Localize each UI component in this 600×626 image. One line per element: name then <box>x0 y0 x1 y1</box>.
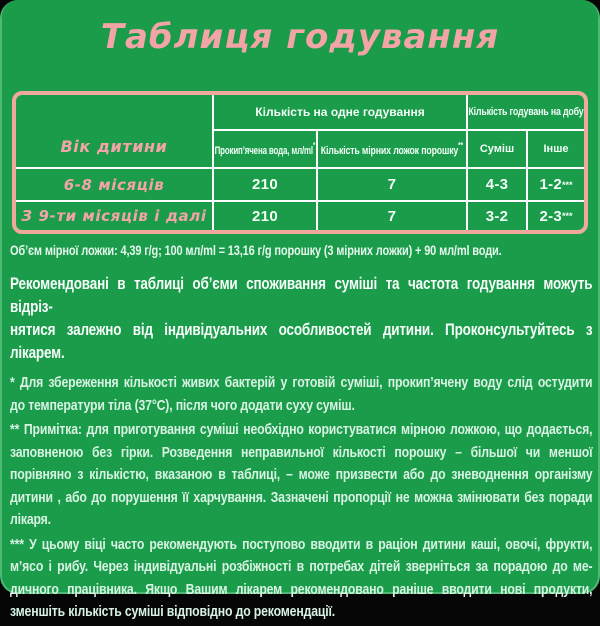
table-row1-age <box>16 169 212 200</box>
feeding-table-grid <box>16 95 584 230</box>
table-header-other <box>528 131 584 167</box>
scoop-volume-line: Об’єм мірної ложки: 4,39 г/g; 100 мл/ml = 13,16 г/g порошку (3 мірних ложки) + 90 мл/ml води. <box>10 243 502 258</box>
table-row1-other <box>528 169 584 200</box>
text-line: Рекомендовані в таблиці об’єми споживання суміші та частота годування можуть відріз- <box>10 275 593 316</box>
row2-other-value: 2-3 <box>539 207 563 225</box>
row2-age-label: З 9-ти місяців і далі <box>21 207 207 225</box>
text-line: м’ясо і рибу. Через індивідуальні розбіжності в потребах дітей зверніться за порадою до ме- <box>10 558 593 575</box>
recommendation-paragraph <box>10 273 592 365</box>
row2-water-value: 210 <box>252 207 278 225</box>
table-row2-other <box>528 202 584 230</box>
table-group-header-per-feeding <box>214 95 466 129</box>
label-panel <box>2 0 598 620</box>
group-header-per-feeding-label: Кількість на одне годування <box>255 105 425 119</box>
text-line: * Для збереження кількості живих бактерій у готовій суміші, прокип’ячену воду слід остудити <box>10 374 593 391</box>
text-line: порівняно з кількістю, вказаною в таблиці, – може призвести або до зневоднення організму <box>10 466 593 483</box>
header-spoons-label: Кількість мірних ложок порошку** <box>320 141 464 157</box>
row1-age-label: 6-8 місяців <box>63 175 165 194</box>
footnote-temperature <box>10 372 592 417</box>
page-title: Таблиця годування <box>100 17 500 57</box>
table-header-spoons <box>318 131 466 167</box>
footnote-solid-food <box>10 534 592 624</box>
table-row2-water <box>214 202 316 230</box>
table-row1-spoons <box>318 169 466 200</box>
table-row2-spoons <box>318 202 466 230</box>
table-header-water <box>214 131 316 167</box>
row1-other-value: 1-2 <box>539 176 563 193</box>
text-line: нятися залежно від індивідуальних особливостей дитини. Проконсультуйтесь з лікарем. <box>10 321 593 362</box>
text-line: лікаря. <box>10 511 51 528</box>
text-line: дичного працівника. Якщо Вашим лікарем рекомендовано раніше вводити нові продукти, <box>10 580 593 598</box>
text-line: до температури тіла (37°С), після чого додати суху суміш. <box>10 396 355 414</box>
table-header-mix <box>468 131 526 167</box>
notes-block <box>10 243 592 626</box>
row2-mix-value: 3-2 <box>485 207 509 225</box>
text-line: дитини , або до порушення її харчування. Зазначені пропорції не можна змінювати без поради <box>10 488 593 506</box>
row2-spoons-value: 7 <box>387 207 397 225</box>
water-footnote-mark: * <box>313 141 316 150</box>
row1-other-footnote-mark: *** <box>562 179 573 190</box>
group-header-per-day-label: Кількість годувань на добу <box>468 106 584 118</box>
row1-spoons-value: 7 <box>387 176 397 193</box>
row2-other-footnote-mark: *** <box>562 211 573 221</box>
table-group-header-per-day <box>468 95 584 129</box>
table-row1-water <box>214 169 316 200</box>
text-line: заповненою без гірки. Розведення неправильної кількості порошку – більшої чи меншої <box>10 443 593 461</box>
text-line: зменшіть кількість суміші відповідно до рекомендації. <box>10 603 336 620</box>
table-header-age <box>16 95 212 167</box>
text-line: ** Примітка: для приготування суміші необхідно користуватися мірною ложкою, що додається, <box>10 421 593 438</box>
text-line: *** У цьому віці часто рекомендують поступово вводити в раціон дитини каші, овочі, фрукти, <box>10 535 593 553</box>
header-water-label: Прокип’ячена вода, мл/ml* <box>214 141 316 157</box>
table-row2-age <box>16 202 212 230</box>
feeding-table <box>12 91 588 234</box>
header-mix-label: Суміш <box>479 143 515 155</box>
row1-mix-value: 4-3 <box>485 176 509 193</box>
age-column-header-label: Вік дитини <box>60 137 168 156</box>
footnote-spoon-usage <box>10 419 592 532</box>
spoons-footnote-mark: ** <box>458 141 464 150</box>
header-other-label: Інше <box>543 143 569 155</box>
table-row1-mix <box>468 169 526 200</box>
row1-water-value: 210 <box>252 176 278 193</box>
table-row2-mix <box>468 202 526 230</box>
